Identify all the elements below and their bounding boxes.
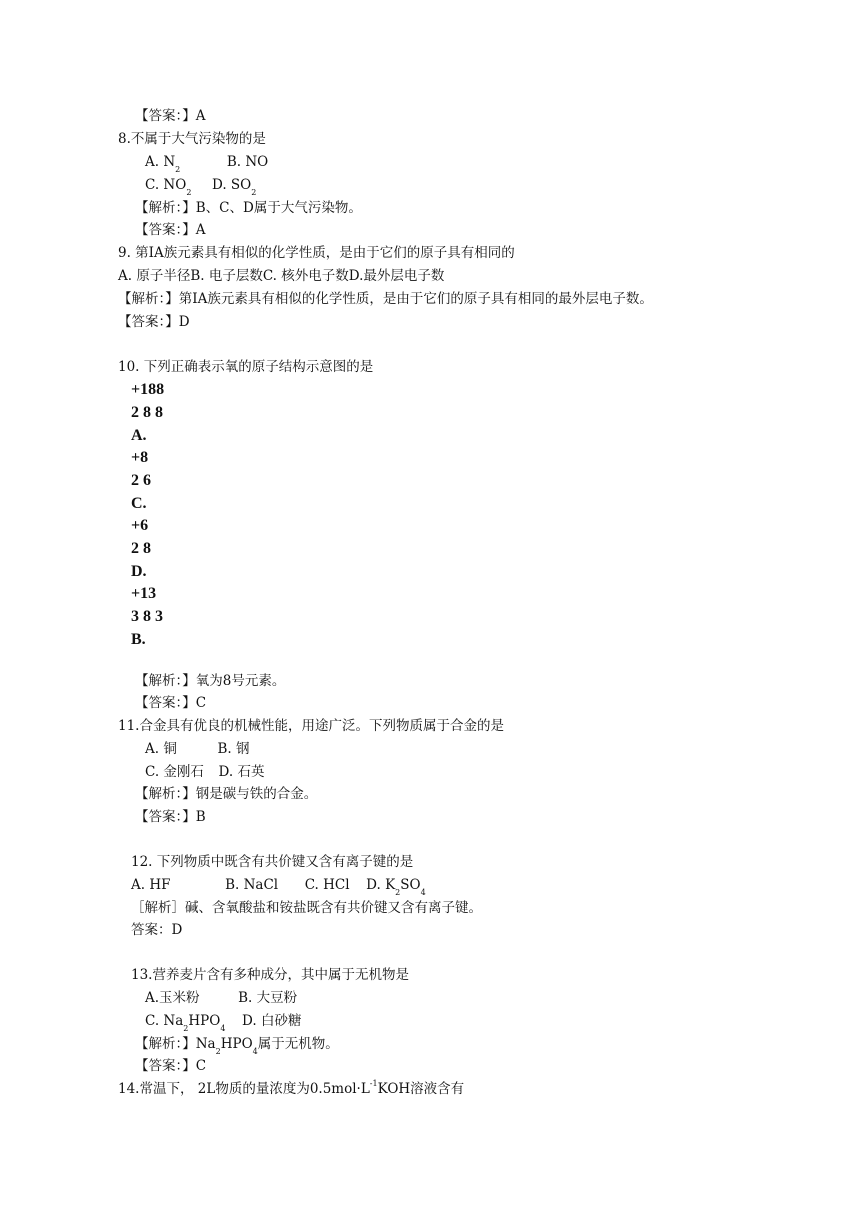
subscript: 2 (175, 164, 181, 174)
diagram-label-c: C. (131, 495, 147, 512)
option-c: C. HCl (304, 877, 350, 893)
option-d: D. 白砂糖 (242, 1013, 302, 1029)
diagram-shells-c: 2 6 (131, 472, 151, 489)
option-a: A. N (145, 154, 176, 170)
option-b: B. 大豆粉 (238, 990, 298, 1006)
subscript: 2 (183, 1023, 189, 1033)
option-d: D. 石英 (218, 764, 265, 780)
option-b: B. NO (226, 154, 269, 170)
diagram-nucleus-b: +13 (131, 585, 157, 602)
question-10: 10. 下列正确表示氧的原子结构示意图的是 (118, 359, 374, 375)
answer-q13: 【答案：】C (135, 1058, 207, 1074)
analysis-q12: ［解析］碱、含氧酸盐和铵盐既含有共价键又含有离子键。 (131, 900, 482, 916)
question-8: 8.不属于大气污染物的是 (118, 131, 266, 147)
options-q11-row2 (145, 763, 264, 781)
options-q11-row1 (145, 740, 249, 758)
question-14-text-cont: KOH溶液含有 (377, 1081, 465, 1097)
diagram-shells-d: 2 8 (131, 540, 151, 557)
question-13: 13.营养麦片含有多种成分，其中属于无机物是 (131, 967, 409, 983)
diagram-nucleus-a: +188 (131, 381, 165, 398)
option-c: C. Na (145, 1013, 184, 1029)
diagram-label-a: A. (131, 427, 147, 444)
options-q12 (131, 876, 426, 897)
question-12: 12. 下列物质中既含有共价键又含有离子键的是 (131, 854, 414, 870)
options-q13-row2 (145, 1012, 302, 1033)
formula-part: HPO (220, 1036, 253, 1052)
answer-q11: 【答案：】B (135, 809, 206, 825)
diagram-label-d: D. (131, 563, 147, 580)
answer-q8: 【答案：】A (135, 222, 206, 238)
option-c: C. NO (145, 177, 187, 193)
diagram-nucleus-d: +6 (131, 517, 149, 534)
question-14-text: 14.常温下， 2L物质的量浓度为0.5mol·L (118, 1081, 370, 1097)
answer-q10: 【答案：】C (135, 695, 207, 711)
diagram-label-b: B. (131, 631, 146, 648)
option-d: D. SO (212, 177, 252, 193)
option-a: A. 铜 (145, 741, 177, 757)
option-b: B. 钢 (217, 741, 250, 757)
answer-q12: 答案：D (131, 922, 183, 938)
options-q8-row2 (145, 176, 257, 197)
subscript: 2 (395, 887, 401, 897)
analysis-prefix: 【解析：】Na (135, 1036, 216, 1052)
analysis-q8: 【解析：】B、C、D属于大气污染物。 (135, 200, 362, 216)
superscript: -1 (369, 1078, 378, 1088)
diagram-shells-b: 3 8 3 (131, 608, 163, 625)
analysis-q9: 【解析：】第IA族元素具有相似的化学性质，是由于它们的原子具有相同的最外层电子数。 (118, 291, 653, 307)
question-11: 11.合金具有优良的机械性能，用途广泛。下列物质属于合金的是 (118, 718, 504, 734)
question-9: 9. 第IA族元素具有相似的化学性质，是由于它们的原子具有相同的 (118, 245, 515, 261)
subscript: 4 (220, 1023, 226, 1033)
option-c-cont: HPO (188, 1013, 221, 1029)
options-q13-row1 (145, 989, 297, 1007)
analysis-suffix: 属于无机物。 (257, 1036, 339, 1052)
option-a: A.玉米粉 (145, 990, 200, 1006)
subscript: 2 (186, 187, 192, 197)
option-d-cont: SO (400, 877, 421, 893)
answer-q7: 【答案：】A (135, 108, 206, 124)
subscript: 4 (420, 887, 426, 897)
subscript: 2 (215, 1046, 221, 1056)
option-b: B. NaCl (225, 877, 279, 893)
analysis-q13 (135, 1035, 339, 1056)
analysis-q11: 【解析：】钢是碳与铁的合金。 (135, 786, 318, 802)
subscript: 4 (252, 1046, 258, 1056)
diagram-nucleus-c: +8 (131, 449, 149, 466)
analysis-q10: 【解析：】氧为8号元素。 (135, 673, 286, 689)
diagram-shells-a: 2 8 8 (131, 404, 163, 421)
option-a: A. HF (131, 877, 171, 893)
option-c: C. 金刚石 (145, 764, 204, 780)
options-q9: A. 原子半径B. 电子层数C. 核外电子数D.最外层电子数 (118, 268, 445, 284)
options-q8-row1 (145, 153, 269, 174)
subscript: 2 (251, 187, 257, 197)
question-14 (118, 1080, 464, 1098)
option-d: D. K (366, 877, 396, 893)
answer-q9: 【答案：】D (118, 314, 190, 330)
